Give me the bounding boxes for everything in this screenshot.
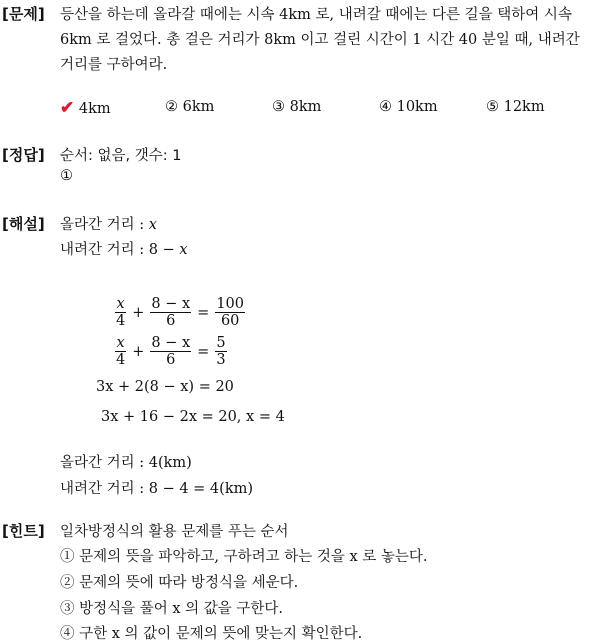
- equation-3: 3x + 2(8 − x) = 20: [96, 379, 234, 395]
- choice-1[interactable]: [60, 98, 111, 118]
- problem-line-3: 거리를 구하여라.: [60, 57, 168, 73]
- frac-den: 6: [166, 352, 176, 368]
- frac-den: 3: [216, 352, 226, 368]
- fraction-8-minus-x-over-6: [150, 296, 191, 329]
- explanation-label: [해설]: [2, 215, 45, 233]
- frac-num: 100: [216, 296, 245, 312]
- choice-2-mark: ②: [165, 99, 178, 115]
- hint-step-2: ② 문제의 뜻에 따라 방정식을 세운다.: [60, 575, 299, 591]
- choice-5-text: 12km: [503, 99, 545, 115]
- choice-2[interactable]: [165, 99, 214, 115]
- fraction-x-over-4: [115, 296, 126, 329]
- frac-num: 5: [216, 335, 226, 351]
- frac-num: 8 − x: [151, 335, 191, 351]
- equation-1: [113, 296, 247, 329]
- answer-label: [정답]: [2, 146, 45, 164]
- down-distance-label: 내려간 거리 : 8 −: [60, 242, 180, 258]
- equals-sign: =: [197, 343, 210, 360]
- choice-3[interactable]: [272, 99, 321, 115]
- problem-label: [문제]: [2, 5, 45, 23]
- answer-meta: 순서: 없음, 갯수: 1: [60, 148, 182, 164]
- down-distance: [60, 238, 188, 259]
- frac-num: x: [116, 296, 125, 312]
- up-distance-var: x: [148, 217, 157, 233]
- choice-4-text: 10km: [396, 99, 438, 115]
- choice-4-mark: ④: [379, 99, 392, 115]
- frac-den: 60: [220, 313, 240, 329]
- fraction-100-over-60: [215, 296, 245, 329]
- choice-3-text: 8km: [289, 99, 322, 115]
- choice-3-mark: ③: [272, 99, 285, 115]
- answer-value: ①: [60, 168, 73, 184]
- choice-1-text: 4km: [78, 101, 111, 117]
- plus-sign: +: [132, 343, 145, 360]
- frac-den: 4: [116, 313, 126, 329]
- down-distance-var: x: [179, 242, 188, 258]
- hint-step-1: ① 문제의 뜻을 파악하고, 구하려고 하는 것을 x 로 놓는다.: [60, 549, 428, 565]
- hint-step-4: ④ 구한 x 의 값이 문제의 뜻에 맞는지 확인한다.: [60, 626, 363, 642]
- fraction-5-over-3: [215, 335, 226, 368]
- frac-num: 8 − x: [151, 296, 191, 312]
- equation-4: 3x + 16 − 2x = 20, x = 4: [101, 409, 285, 425]
- result-up-distance: 올라간 거리 : 4(km): [60, 455, 192, 471]
- check-icon: ✔: [60, 98, 75, 118]
- frac-num: x: [116, 335, 125, 351]
- equation-2: [113, 335, 229, 368]
- plus-sign: +: [132, 304, 145, 321]
- hint-step-3: ③ 방정식을 풀어 x 의 값을 구한다.: [60, 601, 284, 617]
- equals-sign: =: [197, 304, 210, 321]
- hint-label: [힌트]: [2, 522, 45, 540]
- fraction-x-over-4: [115, 335, 126, 368]
- up-distance: [60, 213, 157, 234]
- frac-den: 6: [166, 313, 176, 329]
- choice-2-text: 6km: [182, 99, 215, 115]
- up-distance-label: 올라간 거리 :: [60, 217, 149, 233]
- result-down-distance: 내려간 거리 : 8 − 4 = 4(km): [60, 481, 254, 497]
- fraction-8-minus-x-over-6: [150, 335, 191, 368]
- frac-den: 4: [116, 352, 126, 368]
- problem-line-2: 6km 로 걸었다. 총 걸은 거리가 8km 이고 걸린 시간이 1 시간 40 분일 때, 내려간: [60, 32, 580, 48]
- choice-5-mark: ⑤: [486, 99, 499, 115]
- choice-5[interactable]: [486, 99, 545, 115]
- problem-line-1: 등산을 하는데 올라갈 때에는 시속 4km 로, 내려갈 때에는 다른 길을 택하여 시속: [60, 7, 572, 23]
- choice-4[interactable]: [379, 99, 438, 115]
- hint-title: 일차방정식의 활용 문제를 푸는 순서: [60, 524, 289, 540]
